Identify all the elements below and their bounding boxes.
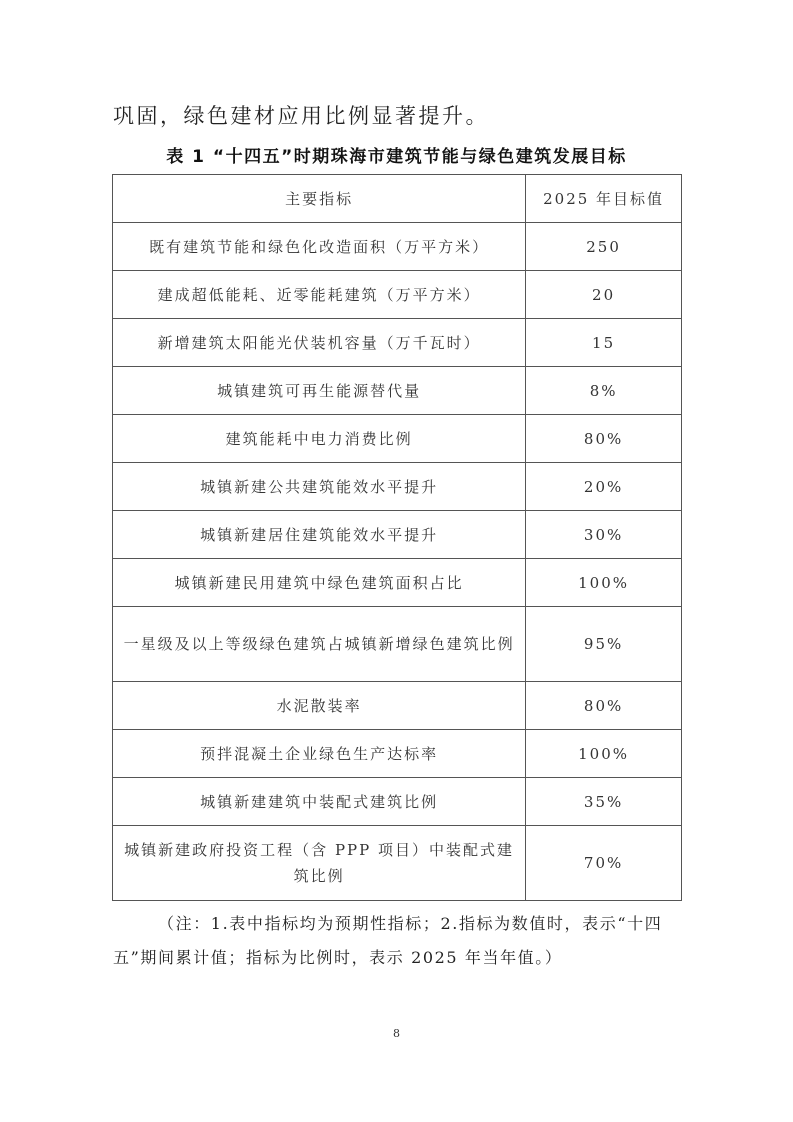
value-cell: 80% — [526, 682, 682, 730]
value-cell: 95% — [526, 607, 682, 682]
indicator-cell: 一星级及以上等级绿色建筑占城镇新增绿色建筑比例 — [113, 607, 526, 682]
page-number: 8 — [393, 1027, 400, 1040]
table-row — [113, 223, 682, 271]
value-cell: 20% — [526, 463, 682, 511]
value-cell: 8% — [526, 367, 682, 415]
value-cell: 15 — [526, 319, 682, 367]
indicator-cell: 城镇新建民用建筑中绿色建筑面积占比 — [113, 559, 526, 607]
value-cell: 30% — [526, 511, 682, 559]
table-row — [113, 463, 682, 511]
table-caption: 表 1 “十四五”时期珠海市建筑节能与绿色建筑发展目标 — [166, 147, 627, 167]
value-cell: 70% — [526, 826, 682, 901]
value-cell: 80% — [526, 415, 682, 463]
targets-table — [112, 174, 682, 901]
indicator-cell: 城镇新建居住建筑能效水平提升 — [113, 511, 526, 559]
value-cell: 100% — [526, 730, 682, 778]
table-row — [113, 319, 682, 367]
table-row — [113, 415, 682, 463]
header-indicator: 主要指标 — [113, 175, 526, 223]
table-row — [113, 826, 682, 901]
table-row — [113, 730, 682, 778]
table-row — [113, 607, 682, 682]
value-cell: 250 — [526, 223, 682, 271]
table-row — [113, 778, 682, 826]
indicator-cell: 预拌混凝土企业绿色生产达标率 — [113, 730, 526, 778]
value-cell: 20 — [526, 271, 682, 319]
lead-paragraph: 巩固，绿色建材应用比例显著提升。 — [113, 104, 489, 128]
table-note: （注：1.表中指标均为预期性指标；2.指标为数值时，表示“十四五”期间累计值；指标为比例时，表示 2025 年当年值。） — [113, 914, 663, 967]
table-row — [113, 511, 682, 559]
header-target-value: 2025 年目标值 — [526, 175, 682, 223]
table-row — [113, 682, 682, 730]
indicator-cell: 建成超低能耗、近零能耗建筑（万平方米） — [113, 271, 526, 319]
value-cell: 35% — [526, 778, 682, 826]
indicator-cell: 建筑能耗中电力消费比例 — [113, 415, 526, 463]
table-row — [113, 559, 682, 607]
indicator-cell: 城镇新建公共建筑能效水平提升 — [113, 463, 526, 511]
table-row — [113, 271, 682, 319]
table-row — [113, 367, 682, 415]
indicator-cell: 城镇新建建筑中装配式建筑比例 — [113, 778, 526, 826]
value-cell: 100% — [526, 559, 682, 607]
indicator-cell: 新增建筑太阳能光伏装机容量（万千瓦时） — [113, 319, 526, 367]
indicator-cell: 城镇建筑可再生能源替代量 — [113, 367, 526, 415]
indicator-cell: 既有建筑节能和绿色化改造面积（万平方米） — [113, 223, 526, 271]
indicator-cell: 城镇新建政府投资工程（含 PPP 项目）中装配式建筑比例 — [113, 826, 526, 901]
indicator-cell: 水泥散装率 — [113, 682, 526, 730]
table-header-row — [113, 175, 682, 223]
